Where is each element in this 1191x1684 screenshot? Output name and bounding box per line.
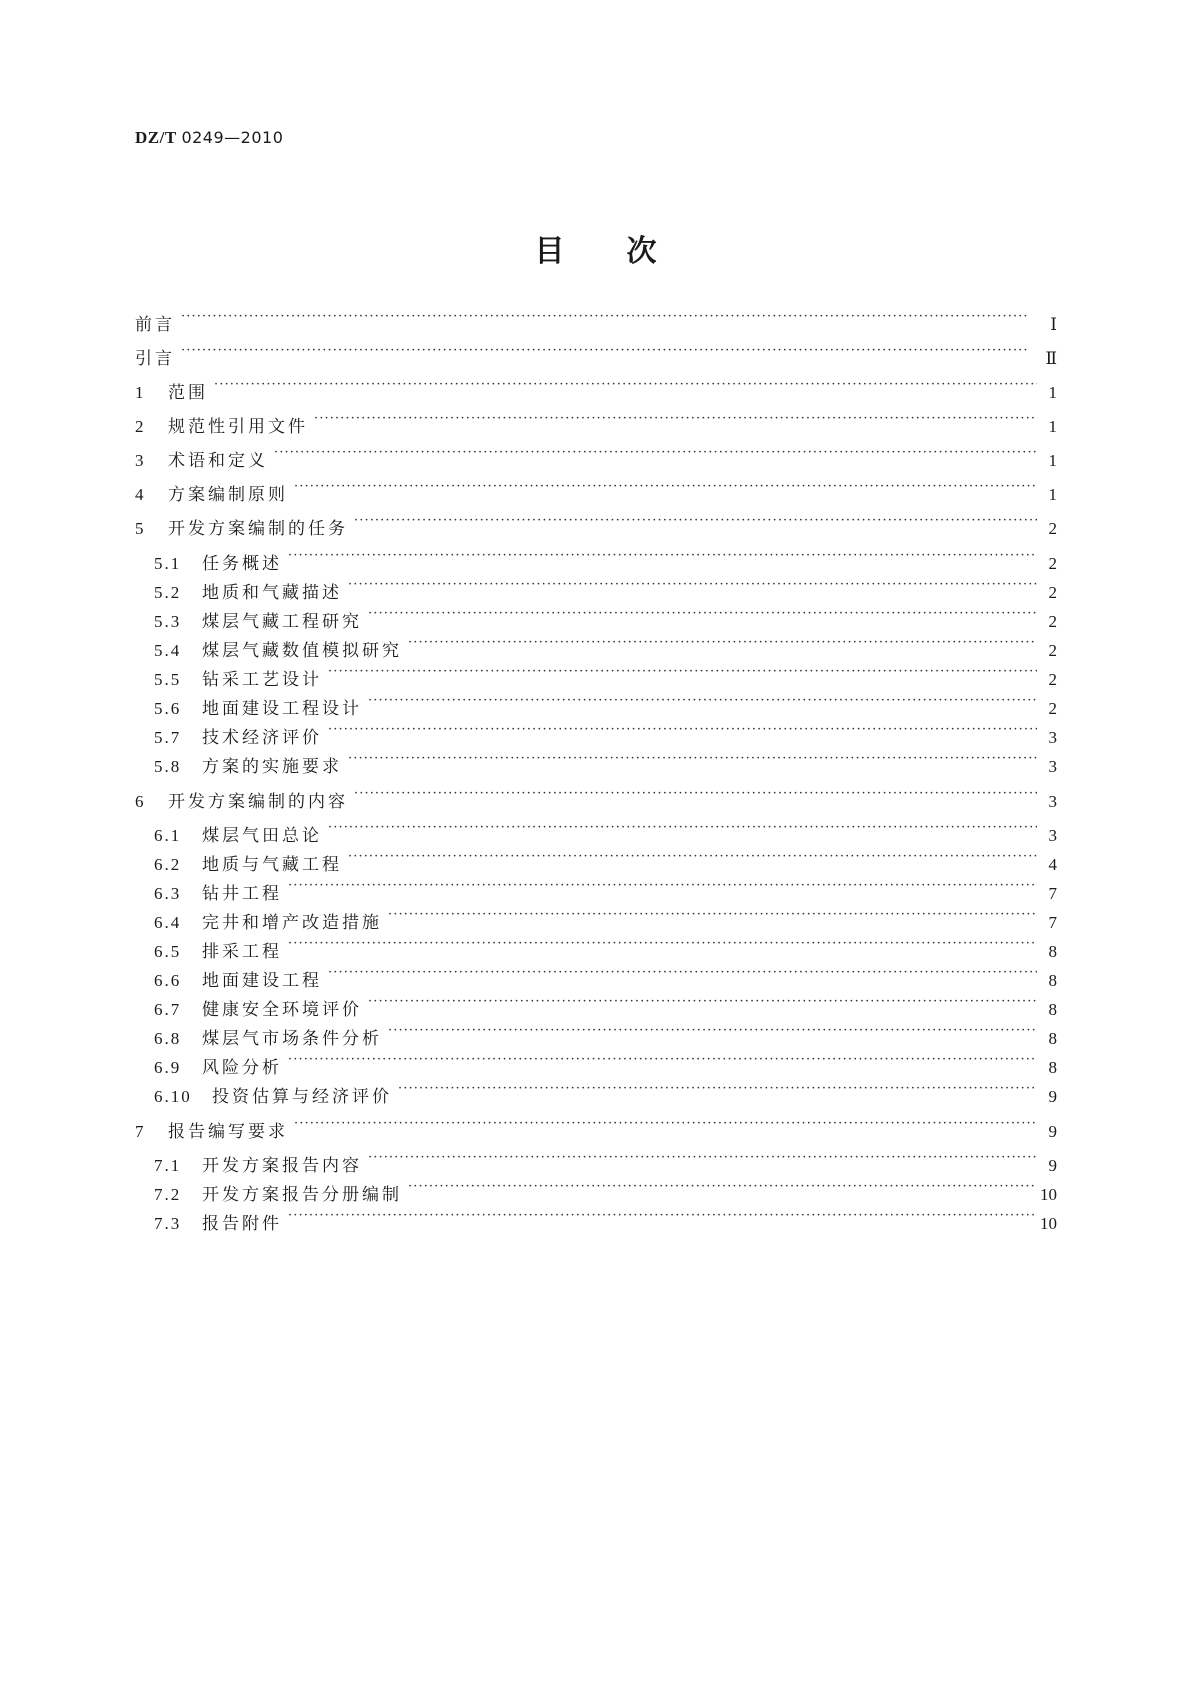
title-char-1: 目 bbox=[534, 234, 565, 269]
toc-dot-leader bbox=[368, 1149, 1037, 1171]
toc-entry-number: 4 bbox=[135, 485, 146, 504]
toc-dot-leader bbox=[354, 512, 1037, 534]
toc-page-number: 3 bbox=[1048, 826, 1057, 845]
toc-dot-leader bbox=[314, 410, 1037, 432]
toc-entry-title: 风险分析 bbox=[202, 1058, 282, 1078]
toc-dot-leader bbox=[388, 906, 1037, 928]
toc-dot-leader bbox=[348, 750, 1037, 772]
toc-entry-number: 3 bbox=[135, 451, 146, 470]
toc-page-number: 9 bbox=[1048, 1087, 1057, 1106]
toc-page-number: 2 bbox=[1048, 670, 1057, 689]
toc-entry-title: 引言 bbox=[135, 349, 175, 369]
toc-entry-title: 地质与气藏工程 bbox=[202, 855, 342, 875]
toc-entry-number: 6.4 bbox=[154, 913, 182, 932]
toc-dot-leader bbox=[348, 576, 1037, 598]
toc-entry-number: 2 bbox=[135, 417, 146, 436]
toc-entry bbox=[154, 576, 1057, 604]
toc-page-number: 2 bbox=[1048, 612, 1057, 631]
toc-dot-leader bbox=[288, 877, 1037, 899]
toc-dot-leader bbox=[294, 478, 1037, 500]
toc-dot-leader bbox=[181, 342, 1037, 364]
toc-dot-leader bbox=[354, 785, 1037, 807]
toc-dot-leader bbox=[328, 819, 1037, 841]
toc-dot-leader bbox=[181, 308, 1037, 330]
toc-dot-leader bbox=[388, 1022, 1037, 1044]
toc-dot-leader bbox=[288, 935, 1037, 957]
toc-page-number: Ⅰ bbox=[1050, 315, 1057, 334]
toc-entry bbox=[135, 444, 1057, 472]
toc-entry-title: 地面建设工程 bbox=[202, 971, 322, 991]
toc-page-number: 7 bbox=[1048, 913, 1057, 932]
toc-entry bbox=[154, 906, 1057, 934]
toc-entry bbox=[135, 376, 1057, 404]
toc-entry-number: 7 bbox=[135, 1122, 146, 1141]
toc-entry bbox=[154, 1178, 1057, 1206]
toc-entry bbox=[154, 935, 1057, 963]
toc-dot-leader bbox=[368, 993, 1037, 1015]
toc-dot-leader bbox=[214, 376, 1037, 398]
toc-entry bbox=[154, 1207, 1057, 1235]
toc-entry-title: 钻采工艺设计 bbox=[202, 670, 322, 690]
toc-dot-leader bbox=[348, 848, 1037, 870]
toc-dot-leader bbox=[328, 663, 1037, 685]
toc-entry bbox=[154, 993, 1057, 1021]
toc-entry-title: 煤层气市场条件分析 bbox=[202, 1029, 382, 1049]
toc-dot-leader bbox=[408, 634, 1037, 656]
toc-page-number: 2 bbox=[1048, 699, 1057, 718]
toc-entry-number: 6 bbox=[135, 792, 146, 811]
toc-entry-title: 任务概述 bbox=[202, 554, 282, 574]
toc-page-number: 7 bbox=[1048, 884, 1057, 903]
toc-page-number: 10 bbox=[1040, 1185, 1057, 1204]
toc-entry-number: 6.1 bbox=[154, 826, 182, 845]
toc-entry-number: 6.8 bbox=[154, 1029, 182, 1048]
toc-dot-leader bbox=[408, 1178, 1034, 1200]
toc-page-number: 1 bbox=[1048, 417, 1057, 436]
toc-entry-title: 开发方案编制的任务 bbox=[168, 519, 348, 539]
toc-entry-number: 6.3 bbox=[154, 884, 182, 903]
toc-page-number: 2 bbox=[1048, 641, 1057, 660]
toc-entry bbox=[135, 308, 1057, 336]
toc-page-number: 9 bbox=[1048, 1156, 1057, 1175]
toc-entry-title: 方案编制原则 bbox=[168, 485, 288, 505]
toc-entry bbox=[154, 1022, 1057, 1050]
toc-entry-title: 技术经济评价 bbox=[202, 728, 322, 748]
toc-entry-title: 地质和气藏描述 bbox=[202, 583, 342, 603]
toc-entry-title: 术语和定义 bbox=[168, 451, 268, 471]
toc-entry-number: 5.5 bbox=[154, 670, 182, 689]
standard-number: 0249—2010 bbox=[181, 128, 284, 147]
toc-page-number: Ⅱ bbox=[1045, 349, 1057, 368]
toc-page-number: 8 bbox=[1048, 1058, 1057, 1077]
toc-page-number: 3 bbox=[1048, 757, 1057, 776]
toc-entry bbox=[154, 750, 1057, 778]
toc-page-number: 8 bbox=[1048, 942, 1057, 961]
toc-page-number: 1 bbox=[1048, 451, 1057, 470]
title-char-2: 次 bbox=[626, 234, 657, 269]
toc-dot-leader bbox=[288, 1051, 1037, 1073]
toc-entry bbox=[154, 547, 1057, 575]
toc-entry-number: 5.4 bbox=[154, 641, 182, 660]
toc-entry-title: 煤层气藏工程研究 bbox=[202, 612, 362, 632]
toc-page-number: 10 bbox=[1040, 1214, 1057, 1233]
toc-entry-number: 6.2 bbox=[154, 855, 182, 874]
toc-entry-number: 5.8 bbox=[154, 757, 182, 776]
toc-entry bbox=[154, 605, 1057, 633]
toc-dot-leader bbox=[328, 964, 1037, 986]
toc-dot-leader bbox=[274, 444, 1037, 466]
toc-entry-number: 7.1 bbox=[154, 1156, 182, 1175]
toc-entry-number: 5.6 bbox=[154, 699, 182, 718]
toc-entry-title: 报告编写要求 bbox=[168, 1122, 288, 1142]
toc-entry-title: 煤层气田总论 bbox=[202, 826, 322, 846]
toc-entry bbox=[135, 410, 1057, 438]
toc-entry-title: 报告附件 bbox=[202, 1214, 282, 1234]
toc-entry-title: 健康安全环境评价 bbox=[202, 1000, 362, 1020]
toc-entry bbox=[154, 634, 1057, 662]
toc-entry bbox=[154, 877, 1057, 905]
toc-entry-number: 1 bbox=[135, 383, 146, 402]
toc-entry bbox=[135, 342, 1057, 370]
toc-page-number: 4 bbox=[1048, 855, 1057, 874]
toc-page-number: 9 bbox=[1048, 1122, 1057, 1141]
toc-entry-number: 5.7 bbox=[154, 728, 182, 747]
toc-dot-leader bbox=[328, 721, 1037, 743]
toc-entry-number: 6.5 bbox=[154, 942, 182, 961]
toc-page-number: 2 bbox=[1048, 554, 1057, 573]
toc-entry-number: 7.2 bbox=[154, 1185, 182, 1204]
toc-entry bbox=[135, 785, 1057, 813]
toc-entry bbox=[135, 1115, 1057, 1143]
toc-page-number: 3 bbox=[1048, 728, 1057, 747]
toc-entry-number: 6.10 bbox=[154, 1087, 192, 1106]
toc-entry-title: 地面建设工程设计 bbox=[202, 699, 362, 719]
toc-dot-leader bbox=[368, 692, 1037, 714]
toc-entry bbox=[135, 478, 1057, 506]
toc-entry-title: 开发方案报告内容 bbox=[202, 1156, 362, 1176]
toc-entry-title: 投资估算与经济评价 bbox=[212, 1087, 392, 1107]
toc-entry-number: 6.7 bbox=[154, 1000, 182, 1019]
toc-entry-number: 5 bbox=[135, 519, 146, 538]
toc-entry bbox=[154, 663, 1057, 691]
toc-entry-title: 规范性引用文件 bbox=[168, 417, 308, 437]
toc-entry bbox=[154, 1149, 1057, 1177]
toc-page-number: 8 bbox=[1048, 1000, 1057, 1019]
toc-entry-number: 5.2 bbox=[154, 583, 182, 602]
toc-entry bbox=[154, 721, 1057, 749]
toc-entry-number: 5.3 bbox=[154, 612, 182, 631]
toc-entry bbox=[154, 1051, 1057, 1079]
toc-entry bbox=[154, 848, 1057, 876]
toc-entry bbox=[154, 964, 1057, 992]
standard-prefix: DZ/T bbox=[135, 128, 177, 147]
toc-entry bbox=[154, 819, 1057, 847]
toc-entry bbox=[154, 692, 1057, 720]
toc-entry-title: 完井和增产改造措施 bbox=[202, 913, 382, 933]
toc-entry-title: 开发方案编制的内容 bbox=[168, 792, 348, 812]
toc-page-number: 1 bbox=[1048, 383, 1057, 402]
toc-entry-title: 开发方案报告分册编制 bbox=[202, 1185, 402, 1205]
toc-entry bbox=[154, 1080, 1057, 1108]
toc-page-number: 8 bbox=[1048, 1029, 1057, 1048]
toc-page-number: 3 bbox=[1048, 792, 1057, 811]
toc-page-number: 2 bbox=[1048, 519, 1057, 538]
toc-page-number: 1 bbox=[1048, 485, 1057, 504]
toc-entry-number: 7.3 bbox=[154, 1214, 182, 1233]
toc-entry-number: 6.6 bbox=[154, 971, 182, 990]
toc-dot-leader bbox=[294, 1115, 1037, 1137]
toc-dot-leader bbox=[368, 605, 1037, 627]
toc-entry-title: 前言 bbox=[135, 315, 175, 335]
toc-entry-title: 方案的实施要求 bbox=[202, 757, 342, 777]
toc-dot-leader bbox=[288, 547, 1037, 569]
toc-entry-title: 范围 bbox=[168, 383, 208, 403]
toc-entry-title: 煤层气藏数值模拟研究 bbox=[202, 641, 402, 661]
toc-dot-leader bbox=[288, 1207, 1034, 1229]
toc-entry-title: 钻井工程 bbox=[202, 884, 282, 904]
toc-entry-number: 5.1 bbox=[154, 554, 182, 573]
toc-entry-title: 排采工程 bbox=[202, 942, 282, 962]
toc-entry bbox=[135, 512, 1057, 540]
toc-page-number: 8 bbox=[1048, 971, 1057, 990]
toc-page-number: 2 bbox=[1048, 583, 1057, 602]
toc-dot-leader bbox=[398, 1080, 1037, 1102]
toc-entry-number: 6.9 bbox=[154, 1058, 182, 1077]
